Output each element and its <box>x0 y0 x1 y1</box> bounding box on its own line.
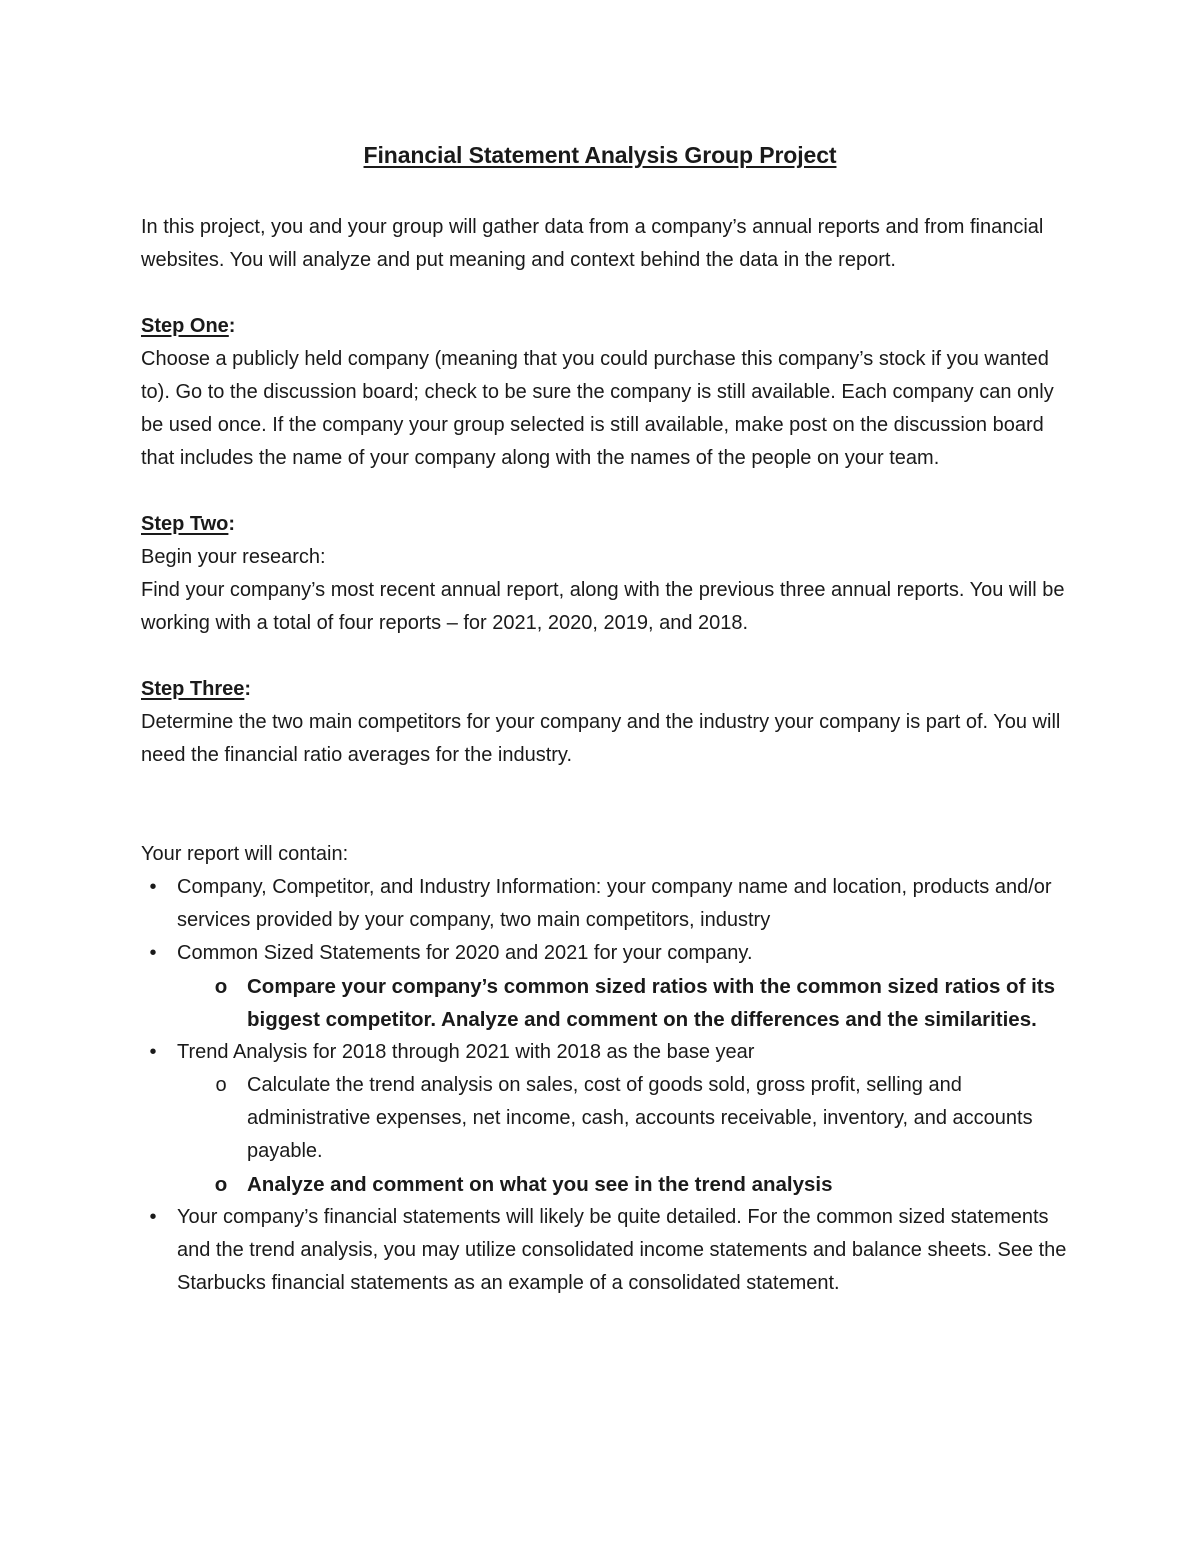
step-three-heading-text: Step Three <box>141 678 245 700</box>
bullet-icon: • <box>149 876 157 898</box>
bullet-icon: • <box>149 942 157 964</box>
sub-list-item <box>141 1168 1081 1201</box>
sub-list-item <box>141 1069 1081 1168</box>
document-body <box>141 211 1081 1300</box>
step-three-heading: Step Three: <box>141 678 252 700</box>
sub-list-item-text: Compare your company’s common sized ratios with the common sized ratios of its biggest competitor. Analyze and comment on the differences and the similarities. <box>247 975 1056 1031</box>
list-item <box>141 1201 1081 1300</box>
report-contents-list <box>141 871 1081 1300</box>
step-three-paragraph: Determine the two main competitors for your company and the industry your company is part of. You will need the financial ratio averages for the industry. <box>141 711 1061 766</box>
circle-bullet-icon: o <box>214 1173 228 1196</box>
list-item <box>141 871 1081 937</box>
list-item-text: Trend Analysis for 2018 through 2021 with 2018 as the base year <box>177 1041 755 1063</box>
step-two-paragraph: Find your company’s most recent annual report, along with the previous three annual reports. You will be working with a total of four reports – for 2021, 2020, 2019, and 2018. <box>141 579 1065 634</box>
bullet-icon: • <box>149 1206 157 1228</box>
list-item <box>141 1036 1081 1069</box>
list-item-text: Common Sized Statements for 2020 and 2021 for your company. <box>177 942 753 964</box>
step-one-heading-text: Step One <box>141 315 229 337</box>
document-title: Financial Statement Analysis Group Project <box>363 142 837 168</box>
intro-paragraph: In this project, you and your group will gather data from a company’s annual reports and from financial websites. You will analyze and put meaning and context behind the data in the report. <box>141 216 1044 271</box>
report-intro: Your report will contain: <box>141 843 349 865</box>
list-item <box>141 937 1081 970</box>
step-two-heading-text: Step Two <box>141 513 229 535</box>
step-two-line-1: Begin your research: <box>141 546 326 568</box>
sub-list-item-text: Calculate the trend analysis on sales, cost of goods sold, gross profit, selling and administrative expenses, net income, cash, accounts receivable, inventory, and accounts payable. <box>247 1074 1033 1162</box>
circle-bullet-icon: o <box>214 975 228 998</box>
sub-list-item-text: Analyze and comment on what you see in the trend analysis <box>247 1173 833 1196</box>
step-one-paragraph: Choose a publicly held company (meaning that you could purchase this company’s stock if you wanted to). Go to the discussion board; check to be sure the company is still available. Each company can only be used once. If the company your group selected is still available, make post on the discussion board that includes the name of your company along with the names of the people on your team. <box>141 348 1054 469</box>
sub-list-item <box>141 970 1081 1036</box>
list-item-text: Your company’s financial statements will likely be quite detailed. For the common sized statements and the trend analysis, you may utilize consolidated income statements and balance sheets. See the Starbucks financial statements as an example of a consolidated statement. <box>177 1206 1067 1294</box>
step-one-heading: Step One: <box>141 315 236 337</box>
list-item-text: Company, Competitor, and Industry Information: your company name and location, products and/or services provided by your company, two main competitors, industry <box>177 876 1052 931</box>
bullet-icon: • <box>149 1041 157 1063</box>
circle-bullet-icon: o <box>215 1074 227 1096</box>
step-two-heading: Step Two: <box>141 513 236 535</box>
